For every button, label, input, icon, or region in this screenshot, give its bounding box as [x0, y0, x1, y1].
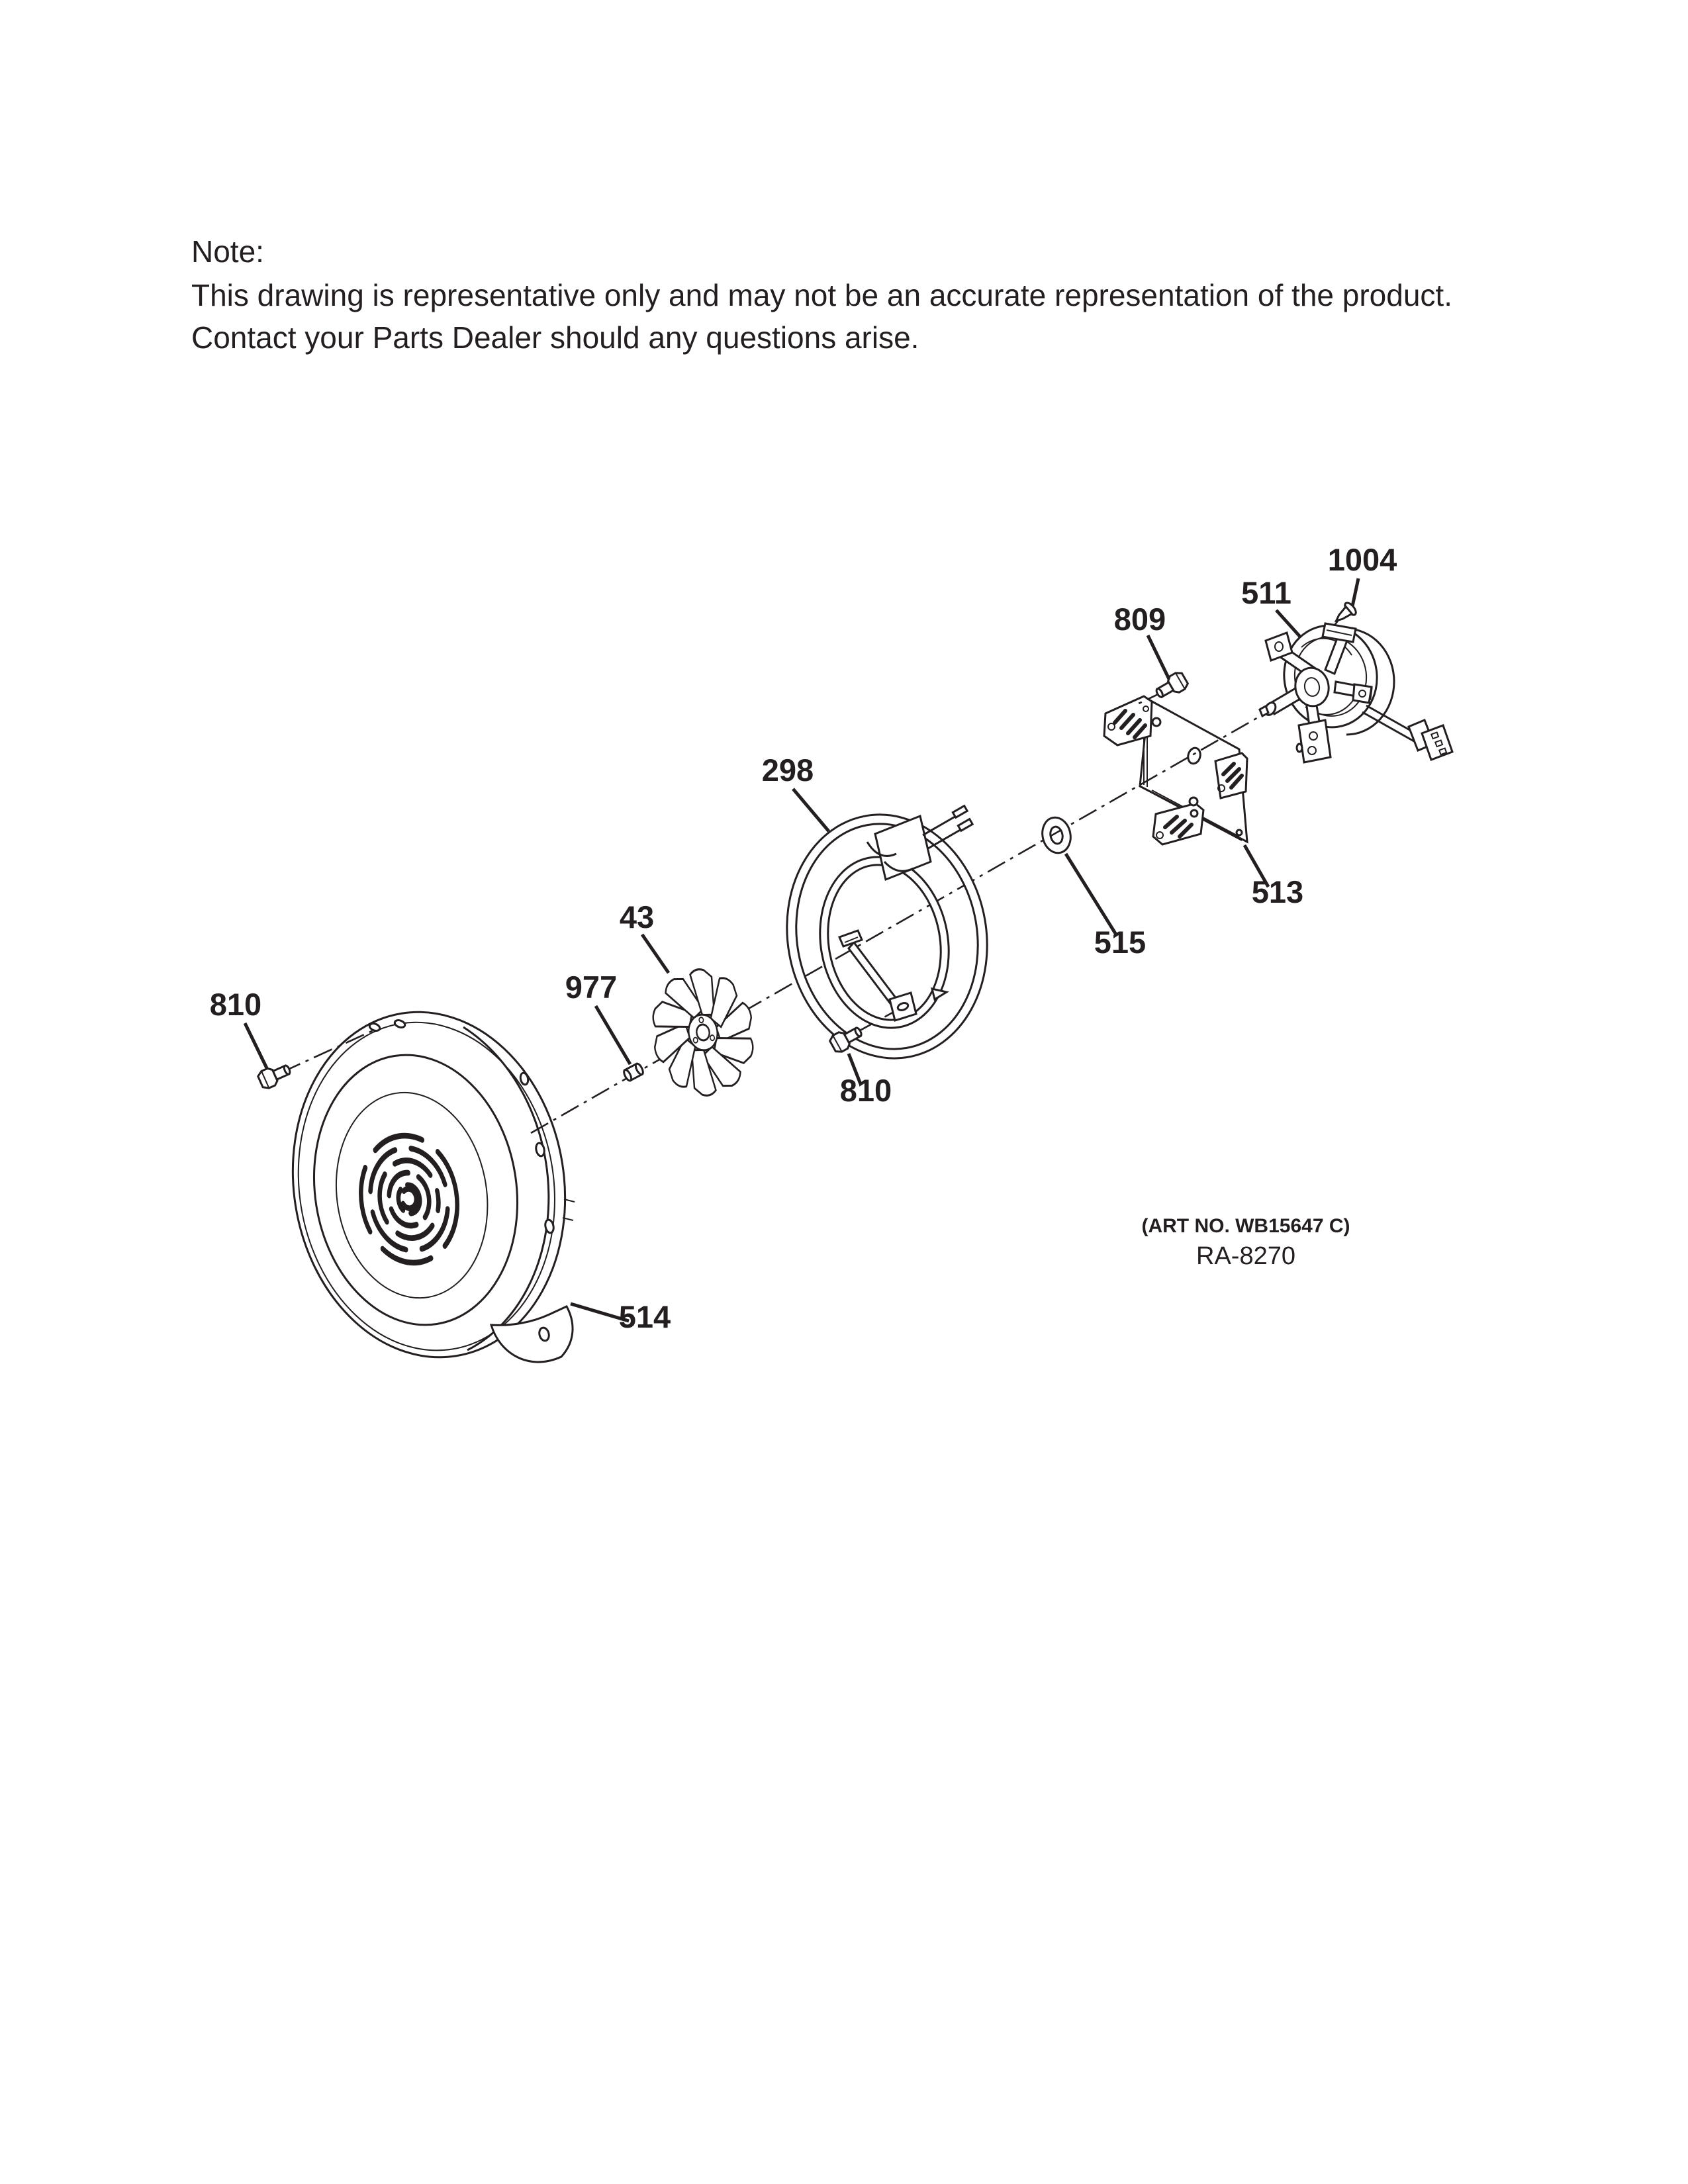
callout-515: 515 — [1094, 925, 1147, 960]
callout-1004: 1004 — [1327, 542, 1397, 577]
note-line-1: This drawing is representative only and may not be an accurate representation of the product. — [191, 278, 1452, 312]
mounting-plate-513 — [1104, 696, 1247, 844]
plate-bracket-mid-right — [1215, 753, 1247, 798]
motor-bottom-bracket — [1299, 720, 1331, 762]
callout-511: 511 — [1241, 575, 1291, 610]
note-line-2: Contact your Parts Dealer should any questions arise. — [191, 320, 919, 355]
art-number-block — [1141, 1215, 1350, 1270]
convection-motor-511 — [1260, 619, 1452, 762]
heating-element-298 — [768, 799, 1006, 1074]
art-number: (ART NO. WB15647 C) — [1141, 1215, 1350, 1237]
screw-809 — [1153, 670, 1190, 702]
callout-298: 298 — [761, 752, 814, 788]
washer-515 — [1039, 815, 1074, 856]
plate-bracket-top-left — [1104, 696, 1152, 745]
callout-809: 809 — [1113, 602, 1166, 637]
callout-810-left: 810 — [209, 987, 262, 1022]
callout-977: 977 — [565, 970, 618, 1005]
element-terminal-bracket — [875, 816, 931, 880]
fan-cover-514 — [269, 992, 590, 1377]
callout-513: 513 — [1251, 874, 1304, 909]
motor-wire-harness — [1362, 705, 1452, 760]
screw-810-left — [257, 1060, 293, 1090]
note-block — [191, 234, 1452, 355]
spacer-977 — [622, 1062, 644, 1081]
callout-514: 514 — [618, 1299, 671, 1334]
callout-43: 43 — [619, 899, 655, 934]
note-heading: Note: — [191, 234, 264, 269]
callout-810-mid: 810 — [839, 1073, 892, 1108]
drawing-number: RA-8270 — [1196, 1242, 1295, 1270]
fan-blade-43 — [643, 960, 763, 1106]
